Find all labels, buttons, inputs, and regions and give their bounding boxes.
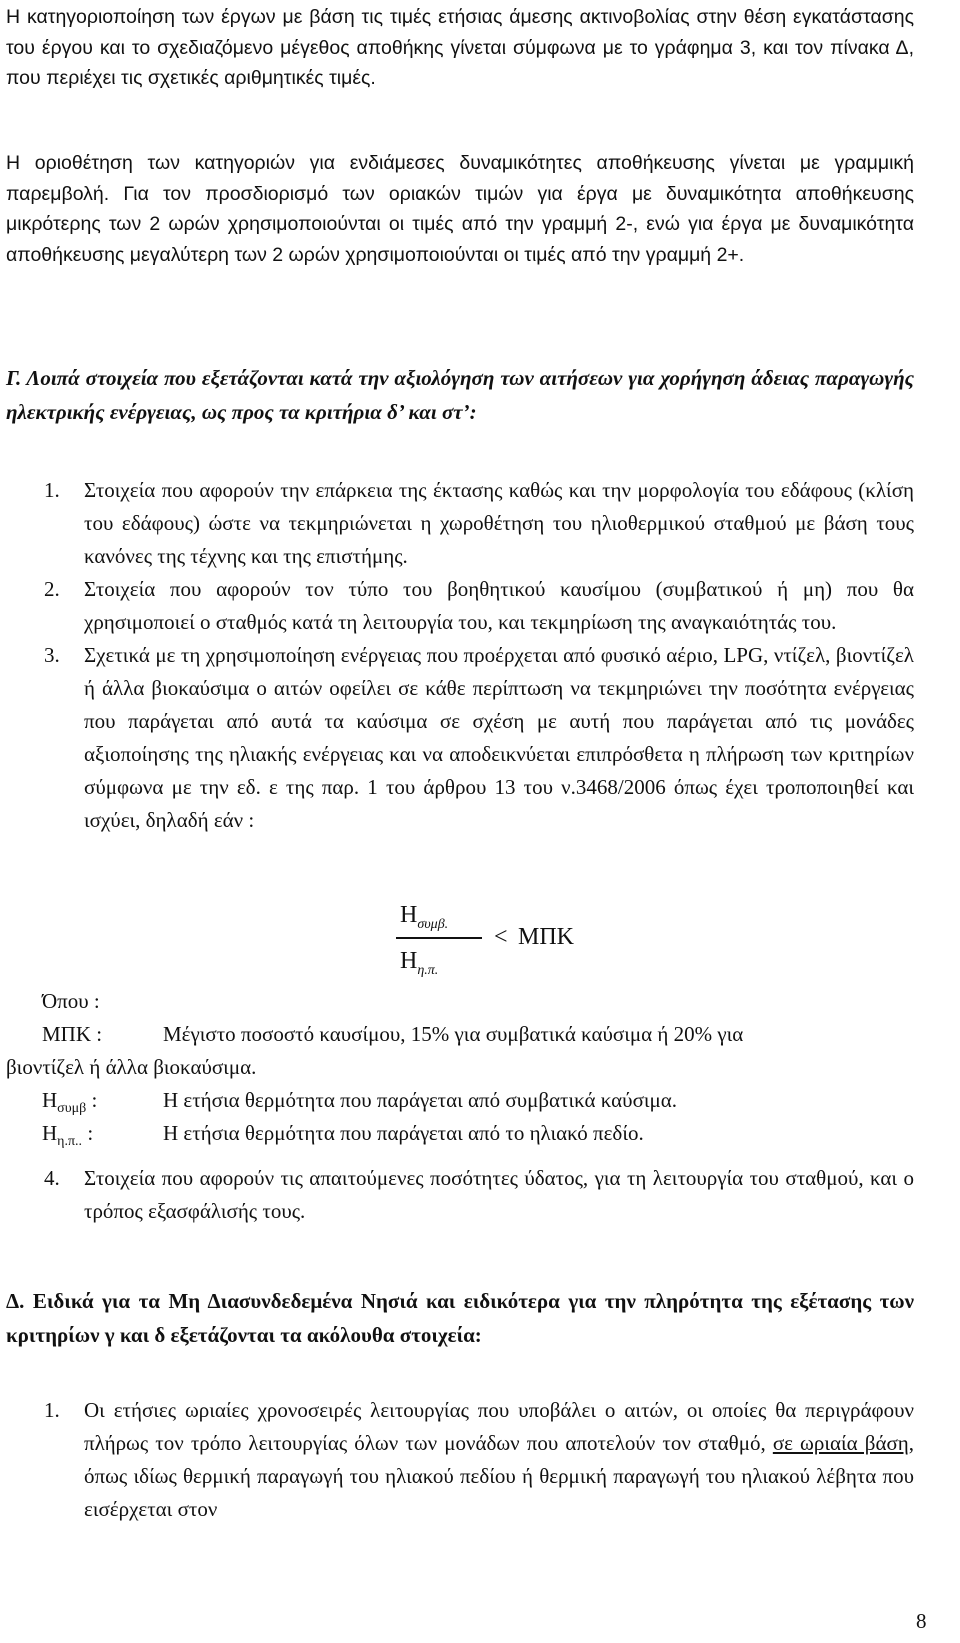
list-item-text: Στοιχεία που αφορούν τον τύπο του βοηθητικού καυσίμου (συμβατικού ή μη) που θα χρησιμοποιεί ο σταθμός κατά τη λειτουργία του, και τεκμηρίωση της αναγκαιότητάς του. xyxy=(84,577,914,634)
formula-numerator: $H_{\sigma\upsilon\mu\beta.}$ xyxy=(400,902,449,932)
list-item xyxy=(6,474,914,573)
intro-paragraph: Η κατηγοριοποίηση των έργων με βάση τις τιμές ετήσιας άμεσης ακτινοβολίας στην θέση εγκατάστασης του έργου και το σχεδιαζόμενο μέγεθος αποθήκης γίνεται σύμφωνα με το γράφημα 3, και τον πίνακα Δ, που περιέχει τις σχετικές αριθμητικές τιμές. xyxy=(6,6,914,89)
list-item-number: 1. xyxy=(44,478,60,502)
list-item xyxy=(6,639,914,837)
fuel-ratio-formula xyxy=(390,897,590,983)
limits-paragraph: Η οριοθέτηση των κατηγοριών για ενδιάμεσες δυναμικότητες αποθήκευσης γίνεται με γραμμική παρεμβολή. Για τον προσδιορισμό των οριακών τιμών για έργα με δυναμικότητα αποθήκευσης μικρότερης των 2 ωρών χρησιμοποιούνται οι τιμές από την γραμμή 2-, ενώ για έργα με δυναμικότητα αποθήκευσης μεγαλύτερη των 2 ωρών χρησιμοποιούνται οι τιμές από την γραμμή 2+. xyxy=(6,152,914,266)
less-than-sign: < xyxy=(494,924,508,950)
definition-h-symb: $H_{\sigma\upsilon\mu\beta}$ : Η ετήσια θερμότητα που παράγεται από συμβατικά καύσιμα. xyxy=(42,1088,678,1116)
where-label: Όπου : xyxy=(42,989,100,1013)
list-item xyxy=(6,1394,914,1526)
fraction-bar xyxy=(396,937,482,939)
list-item-number: 1. xyxy=(44,1398,60,1422)
list-item-number: 4. xyxy=(44,1166,60,1190)
section-g-heading: Γ. Λοιπά στοιχεία που εξετάζονται κατά την αξιολόγηση των αιτήσεων για χορήγηση άδειας παραγωγής ηλεκτρικής ενέργειας, ως προς τα κριτήρια δ’ και στ’: xyxy=(6,366,914,424)
definition-h-hp: $H_{\eta.\pi..}$ : Η ετήσια θερμότητα που παράγεται από το ηλιακό πεδίο. xyxy=(42,1121,644,1149)
list-item-text: Σχετικά με τη χρησιμοποίηση ενέργειας που προέρχεται από φυσικό αέριο, LPG, ντίζελ, βιοντίζελ ή άλλα βιοκαύσιμα ο αιτών οφείλει σε κάθε περίπτωση να τεκμηριώνει την ποσότητα ενέργειας που παράγεται από αυτά τα καύσιμα σε σχέση με αυτή που παράγεται από τις μονάδες αξιοποίησης της ηλιακής ενέργειας και να αποδεικνύεται επιπρόσθετα η πλήρωση των κριτηρίων σύμφωνα με την εδ. ε της παρ. 1 του άρθρου 13 του ν.3468/2006 όπως έχει τροποποιηθεί και ισχύει, δηλαδή εάν : xyxy=(84,643,914,832)
list-item-text: Οι ετήσιες ωριαίες χρονοσειρές λειτουργίας που υποβάλει ο αιτών, οι οποίες θα περιγράφουν πλήρως τον τρόπο λειτουργίας όλων των μονάδων που αποτελούν τον σταθμό, σε ωριαία βάση, όπως ιδίως θερμική παραγωγή του ηλιακού πεδίου ή θερμική παραγωγή του ηλιακού λέβητα που εισέρχεται στον xyxy=(84,1398,914,1521)
formula-denominator: $H_{\eta.\pi.}$ xyxy=(400,948,439,978)
section-g-list xyxy=(6,474,914,837)
list-item-text: Στοιχεία που αφορούν τις απαιτούμενες ποσότητες ύδατος, για τη λειτουργία του σταθμού, και ο τρόπος εξασφάλισής τους. xyxy=(84,1166,914,1223)
list-item xyxy=(6,573,914,639)
list-item-number: 2. xyxy=(44,577,60,601)
list-item-number: 3. xyxy=(44,643,60,667)
underlined-phrase: σε ωριαία βάση xyxy=(772,1431,909,1455)
section-d-list xyxy=(6,1394,914,1526)
definition-mpk: ΜΠΚ : Μέγιστο ποσοστό καυσίμου, 15% για συμβατικά καύσιμα ή 20% για xyxy=(42,1022,744,1046)
definitions xyxy=(6,985,914,1150)
list-item-text: Στοιχεία που αφορούν την επάρκεια της έκτασης καθώς και την μορφολογία του εδάφους (κλίση του εδάφους) ώστε να τεκμηριώνεται η χωροθέτηση του ηλιοθερμικού σταθμού με βάση τους κανόνες της τέχνης και της επιστήμης. xyxy=(84,478,914,568)
section-d-heading: Δ. Ειδικά για τα Μη Διασυνδεδεμένα Νησιά και ειδικότερα για την πληρότητα της εξέτασης των κριτηρίων γ και δ εξετάζονται τα ακόλουθα στοιχεία: xyxy=(6,1289,914,1347)
formula-rhs: ΜΠΚ xyxy=(518,924,575,950)
section-g-list-continued xyxy=(6,1162,914,1228)
list-item xyxy=(6,1162,914,1228)
definition-mpk-continued: βιοντίζελ ή άλλα βιοκαύσιμα. xyxy=(6,1055,257,1079)
page-number: 8 xyxy=(916,1609,927,1633)
